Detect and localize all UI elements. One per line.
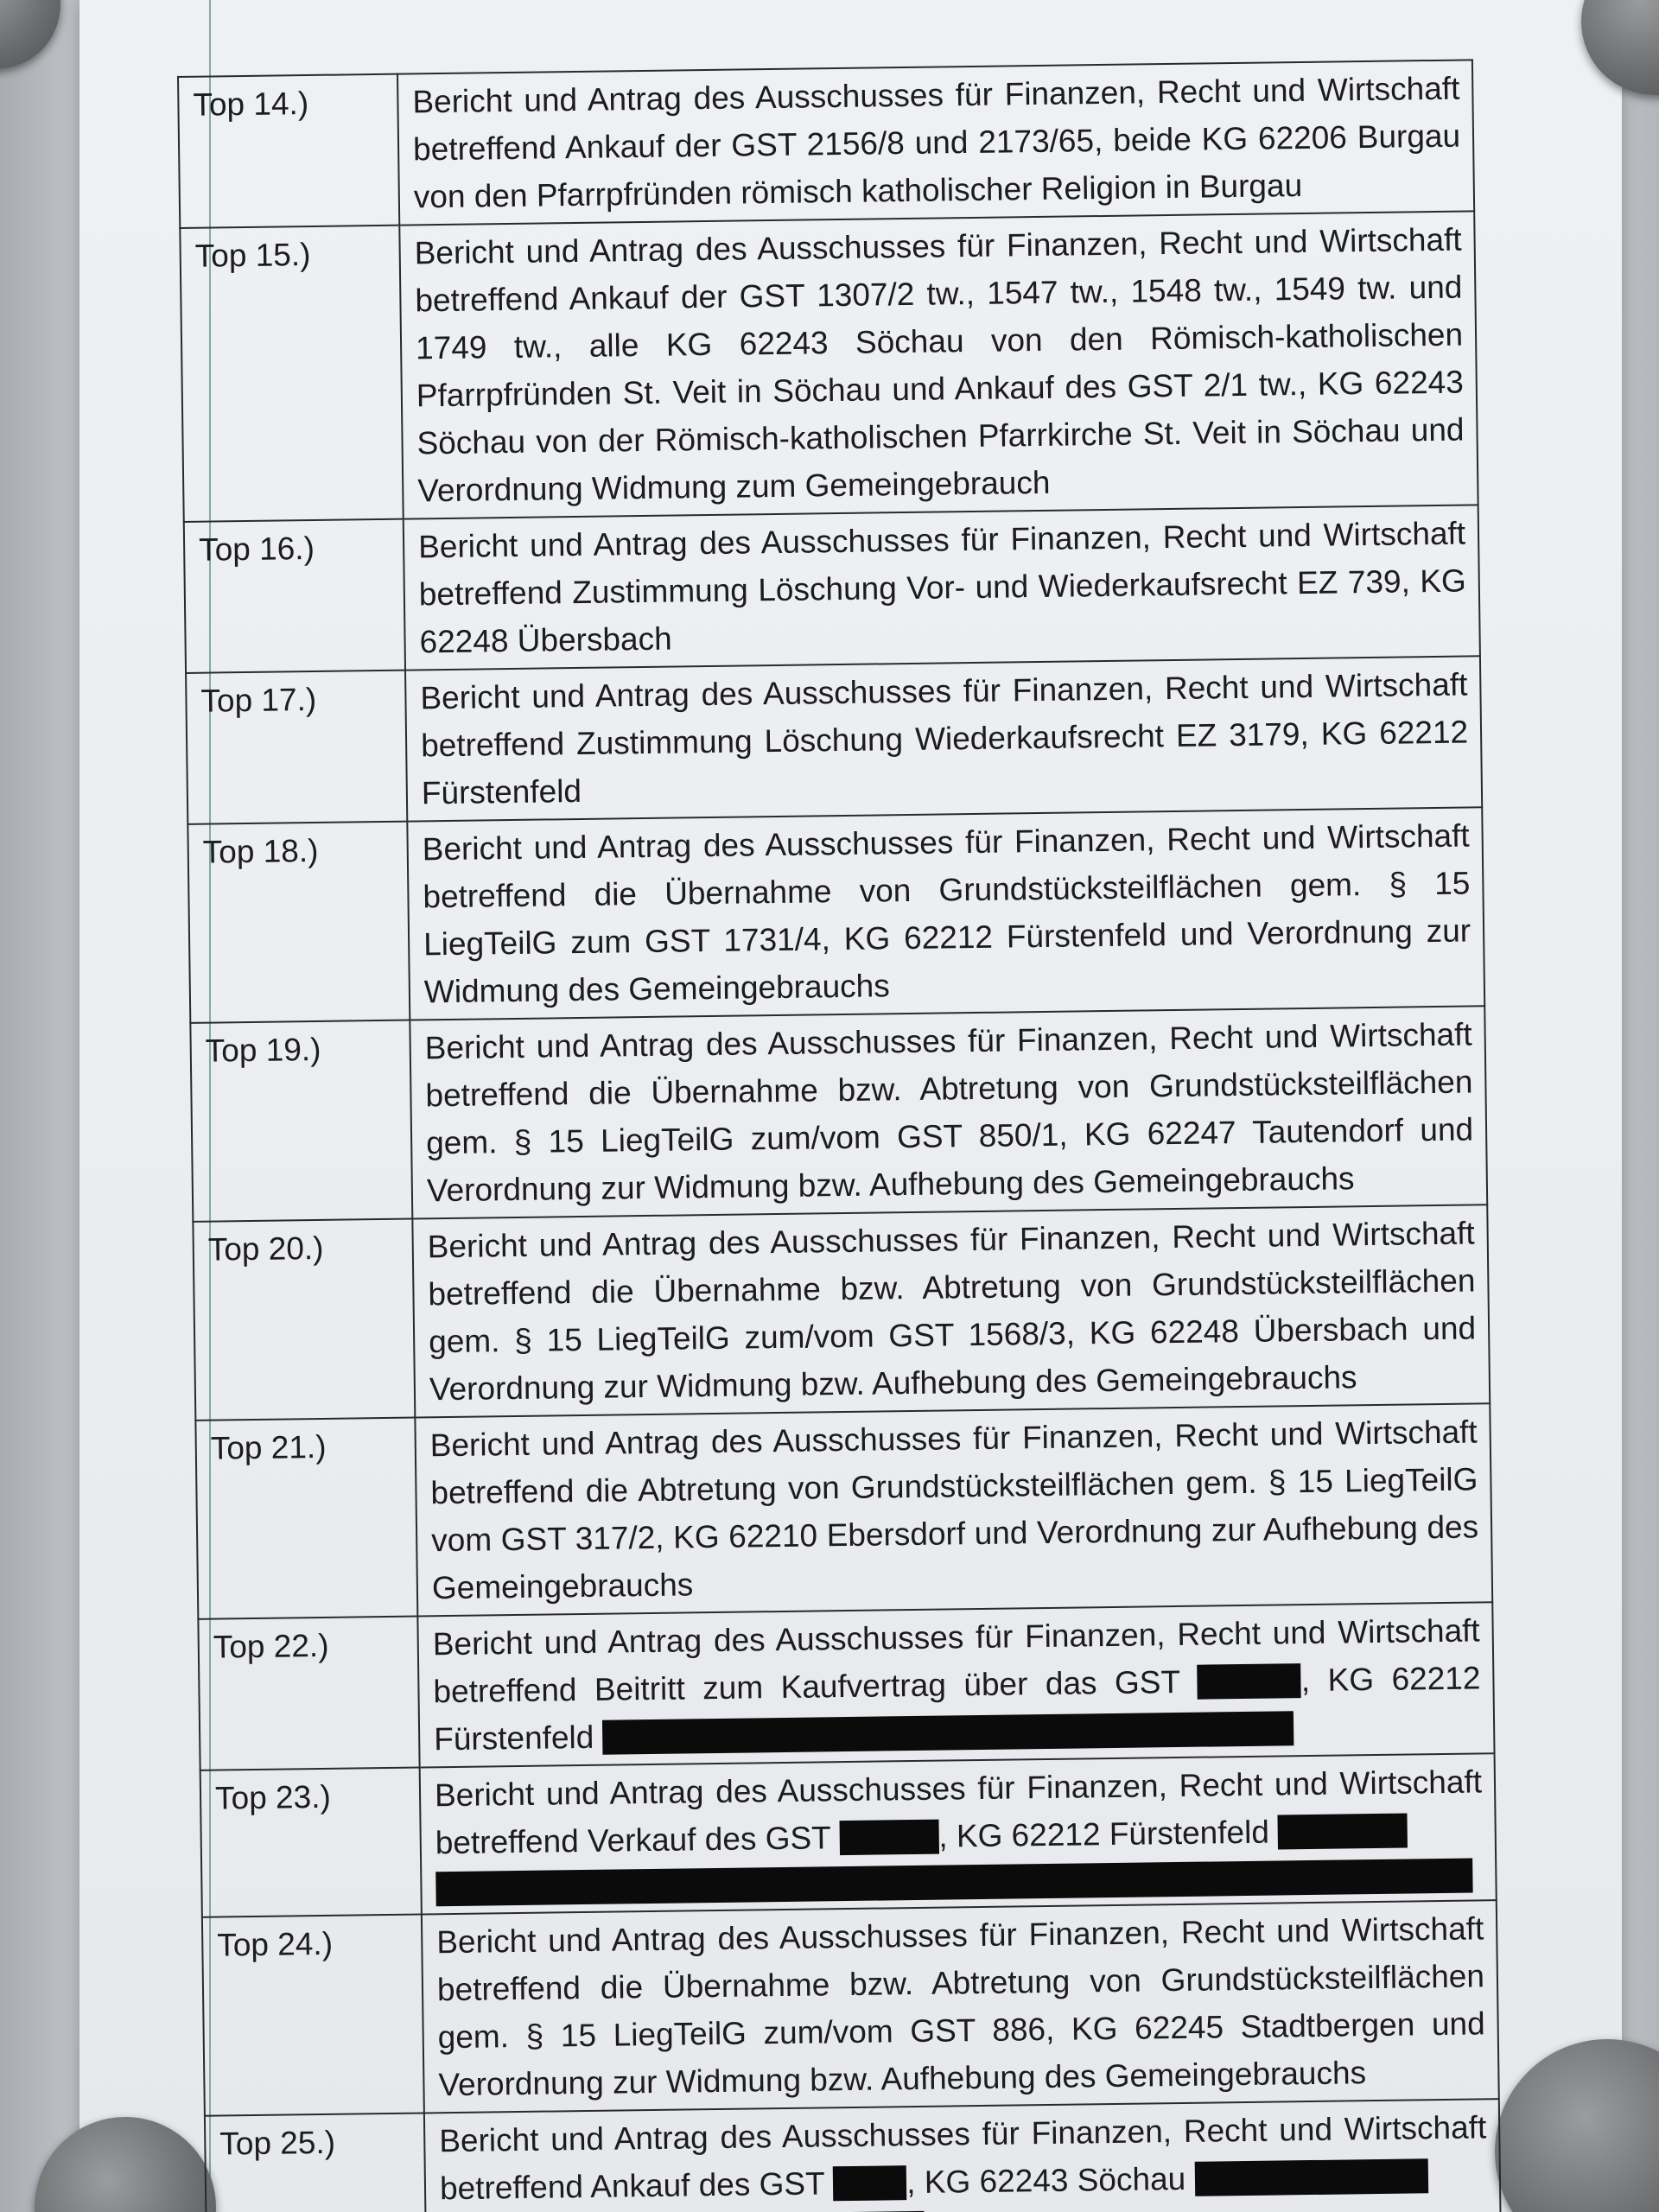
agenda-item-text-part: Bericht und Antrag des Ausschusses für Finanzen, Recht und Wirtschaft betreffend Beitritt zum Kaufvertrag über das GST — [432, 1612, 1480, 1710]
agenda-item-text — [417, 1602, 1494, 1767]
agenda-row — [193, 1205, 1490, 1421]
redaction-bar — [602, 1711, 1294, 1754]
agenda-item-number: Top 17.) — [186, 671, 407, 824]
agenda-item-text-part: Fürstenfeld — [433, 1719, 594, 1758]
agenda-item-number: Top 23.) — [200, 1767, 422, 1916]
agenda-item-text: Bericht und Antrag des Ausschusses für Finanzen, Recht und Wirtschaft betreffend Zustimmung Löschung Vor- und Wiederkaufsrecht EZ 739, KG 62248 Übersbach — [404, 505, 1480, 670]
agenda-row — [205, 2099, 1501, 2212]
agenda-row — [200, 1753, 1497, 1917]
agenda-item-text: Bericht und Antrag des Ausschusses für Finanzen, Recht und Wirtschaft betreffend die Übernahme bzw. Abtretung von Grundstücksteilflächen gem. § 15 LiegTeilG zum/vom GST 1568/3, KG 62248 Übersbach und Verordnung zur Widmung bzw. Aufhebung des Gemeingebrauchs — [412, 1205, 1490, 1417]
agenda-item-text-part: , KG 62243 Söchau — [906, 2160, 1186, 2201]
redaction-bar — [839, 1820, 939, 1856]
agenda-item-number: Top 18.) — [188, 822, 410, 1023]
agenda-item-text: Bericht und Antrag des Ausschusses für Finanzen, Recht und Wirtschaft betreffend Ankauf der GST 1307/2 tw., 1547 tw., 1548 tw., 1549 tw. und 1749 tw., alle KG 62243 Söchau von den Römisch-katholischen Pfarrpfründen St. Veit in Söchau und Ankauf des GST 2/1 tw., KG 62243 Söchau von der Römisch-katholischen Pfarrkirche St. Veit in Söchau und Verordnung Widmung zum Gemeingebrauch — [399, 211, 1478, 518]
agenda-item-number: Top 24.) — [202, 1914, 424, 2115]
agenda-row — [184, 505, 1480, 673]
agenda-item-number: Top 16.) — [184, 519, 405, 673]
agenda-item-number: Top 21.) — [195, 1418, 417, 1619]
redaction-bar — [435, 1859, 1472, 1907]
agenda-item-text-part: , KG 62212 Fürstenfeld — [938, 1814, 1270, 1854]
agenda-item-text — [420, 1753, 1497, 1914]
agenda-row — [180, 211, 1478, 522]
agenda-row — [198, 1602, 1494, 1770]
agenda-row — [188, 807, 1484, 1023]
agenda-item-text-part: Bericht und Antrag des Ausschusses für Finanzen, Recht und Wirtschaft betreffend Ankauf des GST — [439, 2109, 1487, 2207]
agenda-item-text: Bericht und Antrag des Ausschusses für Finanzen, Recht und Wirtschaft betreffend die Übernahme bzw. Abtretung von Grundstücksteilflächen gem. § 15 LiegTeilG zum/vom GST 850/1, KG 62247 Tautendorf und Verordnung zur Widmung bzw. Aufhebung des Gemeingebrauchs — [410, 1006, 1487, 1218]
agenda-item-text-part: , KG 62212 — [1300, 1660, 1481, 1699]
agenda-table — [177, 59, 1502, 2212]
redaction-bar — [1278, 1814, 1408, 1850]
agenda-item-text: Bericht und Antrag des Ausschusses für Finanzen, Recht und Wirtschaft betreffend die Abtretung von Grundstücksteilflächen gem. § 15 LiegTeilG vom GST 317/2, KG 62210 Ebersdorf und Verordnung zur Aufhebung des Gemeingebrauchs — [415, 1403, 1492, 1616]
agenda-item-number: Top 15.) — [180, 226, 403, 522]
agenda-item-number: Top 19.) — [190, 1020, 412, 1222]
agenda-item-text-part: Bericht und Antrag des Ausschusses für Finanzen, Recht und Wirtschaft betreffend Verkauf des GST — [434, 1764, 1483, 1861]
agenda-item-text: Bericht und Antrag des Ausschusses für Finanzen, Recht und Wirtschaft betreffend die Übernahme bzw. Abtretung von Grundstücksteilflächen gem. § 15 LiegTeilG zum/vom GST 886, KG 62245 Stadtbergen und Verordnung zur Widmung bzw. Aufhebung des Gemeingebrauchs — [422, 1900, 1499, 2113]
redaction-bar — [833, 2165, 907, 2201]
agenda-item-number: Top 25.) — [205, 2113, 426, 2212]
redaction-bar — [1198, 1663, 1302, 1700]
agenda-item-number: Top 22.) — [198, 1617, 419, 1770]
agenda-row — [178, 60, 1474, 228]
magnet-top-left — [0, 0, 60, 69]
agenda-item-text — [424, 2099, 1501, 2212]
redaction-bar — [1194, 2158, 1428, 2196]
agenda-item-text: Bericht und Antrag des Ausschusses für Finanzen, Recht und Wirtschaft betreffend Zustimmung Löschung Wiederkaufsrecht EZ 3179, KG 62212 Fürstenfeld — [405, 656, 1482, 821]
agenda-item-number: Top 14.) — [178, 74, 399, 228]
agenda-row — [190, 1006, 1487, 1222]
agenda-row — [202, 1900, 1499, 2116]
agenda-item-number: Top 20.) — [193, 1219, 415, 1421]
agenda-item-text: Bericht und Antrag des Ausschusses für Finanzen, Recht und Wirtschaft betreffend die Übernahme von Grundstücksteilflächen gem. § 15 LiegTeilG zum GST 1731/4, KG 62212 Fürstenfeld und Verordnung zur Widmung des Gemeingebrauchs — [407, 807, 1484, 1020]
agenda-item-text: Bericht und Antrag des Ausschusses für Finanzen, Recht und Wirtschaft betreffend Ankauf der GST 2156/8 und 2173/65, beide KG 62206 Burgau von den Pfarrpfründen römisch katholischer Religion in Burgau — [397, 60, 1474, 225]
agenda-row — [195, 1403, 1492, 1619]
agenda-row — [186, 656, 1482, 824]
